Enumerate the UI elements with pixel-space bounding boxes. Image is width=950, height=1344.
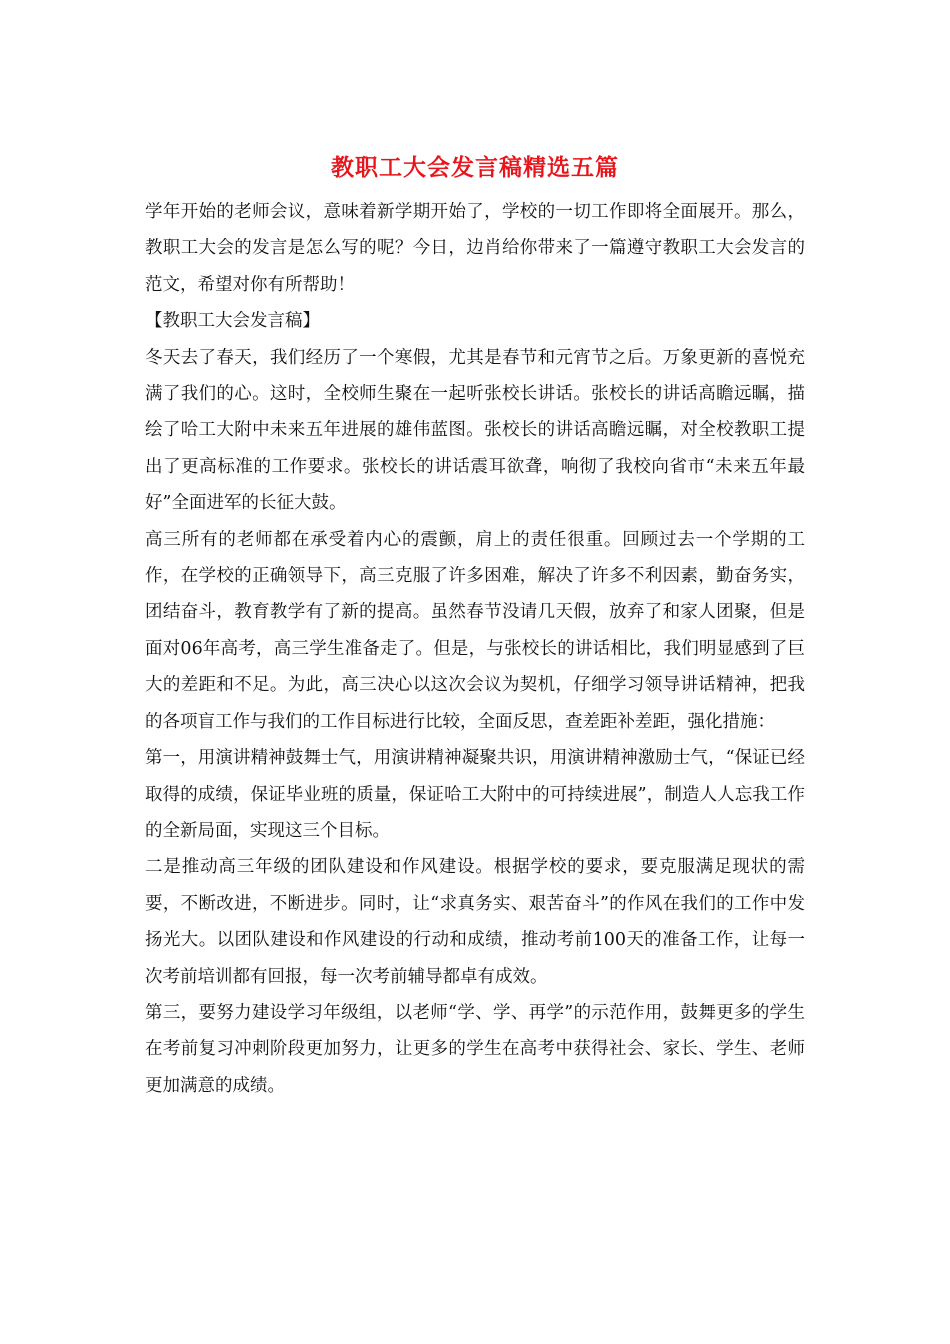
body-paragraph: 第一，用演讲精神鼓舞士气，用演讲精神凝聚共识，用演讲精神激励士气，“保证已经取得的成绩，保证毕业班的质量，保证哈工大附中的可持续进展”，制造人人忘我工作的全新局面，实现这三个目标。 bbox=[145, 748, 805, 841]
document-body bbox=[145, 194, 805, 1104]
document-title: 教职工大会发言稿精选五篇 bbox=[331, 154, 619, 181]
body-paragraph: 高三所有的老师都在承受着内心的震颤，肩上的责任很重。回顾过去一个学期的工作，在学校的正确领导下，高三克服了许多困难，解决了许多不利因素，勤奋务实，团结奋斗，教育教学有了新的提高。虽然春节没请几天假，放弃了和家人团聚，但是面对06年高考，高三学生准备走了。但是，与张校长的讲话相比，我们明显感到了巨大的差距和不足。为此，高三决心以这次会议为契机，仔细学习领导讲话精神，把我的各项盲工作与我们的工作目标进行比较，全面反思，查差距补差距，强化措施： bbox=[145, 529, 805, 732]
section-subheading: 【教职工大会发言稿】 bbox=[145, 311, 320, 332]
intro-paragraph: 学年开始的老师会议，意味着新学期开始了，学校的一切工作即将全面展开。那么，教职工大会的发言是怎么写的呢？今日，边肖给你带来了一篇遵守教职工大会发言的范文，希望对你有所帮助！ bbox=[145, 202, 805, 295]
body-paragraph: 二是推动高三年级的团队建设和作风建设。根据学校的要求，要克服满足现状的需要，不断改进，不断进步。同时，让“求真务实、艰苦奋斗”的作风在我们的工作中发扬光大。以团队建设和作风建设的行动和成绩，推动考前100天的准备工作，让每一次考前培训都有回报，每一次考前辅导都卓有成效。 bbox=[145, 857, 805, 987]
body-paragraph: 第三，要努力建设学习年级组，以老师“学、学、再学”的示范作用，鼓舞更多的学生在考前复习冲刺阶段更加努力，让更多的学生在高考中获得社会、家长、学生、老师更加满意的成绩。 bbox=[145, 1002, 805, 1096]
body-paragraph: 冬天去了春天，我们经历了一个寒假，尤其是春节和元宵节之后。万象更新的喜悦充满了我们的心。这时，全校师生聚在一起听张校长讲话。张校长的讲话高瞻远瞩，描绘了哈工大附中未来五年进展的雄伟蓝图。张校长的讲话高瞻远瞩，对全校教职工提出了更高标准的工作要求。张校长的讲话震耳欲聋，响彻了我校向省市“未来五年最好”全面进军的长征大鼓。 bbox=[145, 347, 805, 514]
